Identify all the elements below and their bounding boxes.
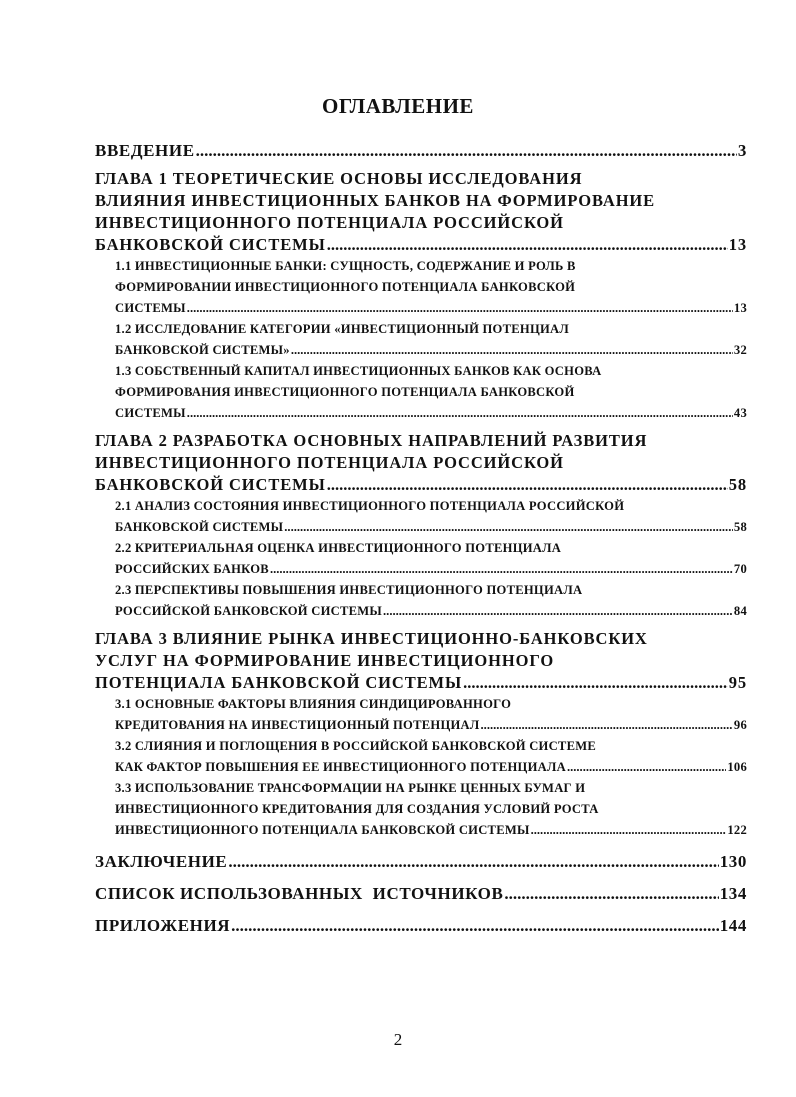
toc-chapter-1[interactable] xyxy=(95,168,747,256)
toc-page-number: 130 xyxy=(719,852,747,871)
dot-leader xyxy=(284,517,733,538)
dot-leader xyxy=(383,601,733,622)
toc-page-number: 13 xyxy=(728,235,747,254)
toc-text-line: ИНВЕСТИЦИОННОГО ПОТЕНЦИАЛА РОССИЙСКОЙ xyxy=(95,213,564,232)
toc-entry-appendix[interactable] xyxy=(95,915,747,937)
toc-section-1-1[interactable] xyxy=(95,256,747,319)
toc-text-line: РОССИЙСКИХ БАНКОВ xyxy=(115,562,269,576)
toc-section-3-2[interactable] xyxy=(95,736,747,778)
toc-text-line: БАНКОВСКОЙ СИСТЕМЫ xyxy=(95,475,326,494)
dot-leader xyxy=(327,234,728,256)
toc-text-line: 3.3 ИСПОЛЬЗОВАНИЕ ТРАНСФОРМАЦИИ НА РЫНКЕ ЦЕННЫХ БУМАГ И xyxy=(115,781,586,795)
toc-text-line: 3.1 ОСНОВНЫЕ ФАКТОРЫ ВЛИЯНИЯ СИНДИЦИРОВАННОГО xyxy=(115,697,512,711)
dot-leader xyxy=(228,851,718,873)
toc-text-line: БАНКОВСКОЙ СИСТЕМЫ» xyxy=(115,343,290,357)
toc-text-line: ПОТЕНЦИАЛА БАНКОВСКОЙ СИСТЕМЫ xyxy=(95,673,463,692)
toc-entry-label: ПРИЛОЖЕНИЯ xyxy=(95,916,231,935)
toc-entry-label: ЗАКЛЮЧЕНИЕ xyxy=(95,852,228,871)
toc-text-line: БАНКОВСКОЙ СИСТЕМЫ xyxy=(95,235,326,254)
toc-text-line: 3.2 СЛИЯНИЯ И ПОГЛОЩЕНИЯ В РОССИЙСКОЙ БАНКОВСКОЙ СИСТЕМЕ xyxy=(115,739,597,753)
toc-section-2-1[interactable] xyxy=(95,496,747,538)
dot-leader xyxy=(481,715,733,736)
toc-text-line: ГЛАВА 2 РАЗРАБОТКА ОСНОВНЫХ НАПРАВЛЕНИЙ РАЗВИТИЯ xyxy=(95,431,648,450)
toc-entry-conclusion[interactable] xyxy=(95,851,747,873)
toc-chapter-2[interactable] xyxy=(95,430,747,496)
toc-text-line: ИНВЕСТИЦИОННОГО КРЕДИТОВАНИЯ ДЛЯ СОЗДАНИЯ УСЛОВИЙ РОСТА xyxy=(115,802,599,816)
toc-entry-sources[interactable] xyxy=(95,883,747,905)
toc-chapter-3[interactable] xyxy=(95,628,747,694)
toc-section-2-2[interactable] xyxy=(95,538,747,580)
toc-text-line: 2.3 ПЕРСПЕКТИВЫ ПОВЫШЕНИЯ ИНВЕСТИЦИОННОГО ПОТЕНЦИАЛА xyxy=(115,583,583,597)
toc-text-line: ГЛАВА 1 ТЕОРЕТИЧЕСКИЕ ОСНОВЫ ИССЛЕДОВАНИЯ xyxy=(95,169,583,188)
dot-leader xyxy=(187,403,733,424)
dot-leader xyxy=(231,915,719,937)
toc-text-line: 1.3 СОБСТВЕННЫЙ КАПИТАЛ ИНВЕСТИЦИОННЫХ БАНКОВ КАК ОСНОВА xyxy=(115,364,602,378)
dot-leader xyxy=(196,140,737,162)
toc-page-number: 106 xyxy=(727,760,747,774)
toc-page-number: 144 xyxy=(719,916,747,935)
table-of-contents xyxy=(95,140,747,937)
dot-leader xyxy=(567,757,726,778)
toc-text-line: ИНВЕСТИЦИОННОГО ПОТЕНЦИАЛА БАНКОВСКОЙ СИСТЕМЫ xyxy=(115,823,530,837)
toc-page-number: 122 xyxy=(727,823,747,837)
toc-text-line: КАК ФАКТОР ПОВЫШЕНИЯ ЕЕ ИНВЕСТИЦИОННОГО ПОТЕНЦИАЛА xyxy=(115,760,566,774)
toc-text-line: СИСТЕМЫ xyxy=(115,406,186,420)
toc-text-line: 2.1 АНАЛИЗ СОСТОЯНИЯ ИНВЕСТИЦИОННОГО ПОТЕНЦИАЛА РОССИЙСКОЙ xyxy=(115,499,625,513)
toc-page-number: 134 xyxy=(719,884,747,903)
toc-text-line: СИСТЕМЫ xyxy=(115,301,186,315)
toc-page-number: 13 xyxy=(733,301,747,315)
toc-page-number: 70 xyxy=(733,562,747,576)
toc-entry-label: ВВЕДЕНИЕ xyxy=(95,141,195,160)
dot-leader xyxy=(187,298,733,319)
toc-text-line: ГЛАВА 3 ВЛИЯНИЕ РЫНКА ИНВЕСТИЦИОННО-БАНКОВСКИХ xyxy=(95,629,648,648)
dot-leader xyxy=(531,820,727,841)
page-title: ОГЛАВЛЕНИЕ xyxy=(322,94,474,118)
toc-page-number: 32 xyxy=(733,343,747,357)
dot-leader xyxy=(327,474,728,496)
toc-page-number: 95 xyxy=(728,673,747,692)
toc-text-line: ФОРМИРОВАНИЯ ИНВЕСТИЦИОННОГО ПОТЕНЦИАЛА БАНКОВСКОЙ xyxy=(115,385,575,399)
toc-text-line: ФОРМИРОВАНИИ ИНВЕСТИЦИОННОГО ПОТЕНЦИАЛА БАНКОВСКОЙ xyxy=(115,280,576,294)
toc-section-3-1[interactable] xyxy=(95,694,747,736)
toc-text-line: 2.2 КРИТЕРИАЛЬНАЯ ОЦЕНКА ИНВЕСТИЦИОННОГО ПОТЕНЦИАЛА xyxy=(115,541,562,555)
toc-page-number: 58 xyxy=(728,475,747,494)
page-number: 2 xyxy=(393,1030,403,1049)
toc-text-line: 1.2 ИССЛЕДОВАНИЕ КАТЕГОРИИ «ИНВЕСТИЦИОННЫЙ ПОТЕНЦИАЛ xyxy=(115,322,570,336)
toc-page-number: 96 xyxy=(733,718,747,732)
toc-text-line: ВЛИЯНИЯ ИНВЕСТИЦИОННЫХ БАНКОВ НА ФОРМИРОВАНИЕ xyxy=(95,191,656,210)
toc-text-line: БАНКОВСКОЙ СИСТЕМЫ xyxy=(115,520,284,534)
dot-leader xyxy=(504,883,718,905)
dot-leader xyxy=(291,340,733,361)
toc-text-line: 1.1 ИНВЕСТИЦИОННЫЕ БАНКИ: СУЩНОСТЬ, СОДЕРЖАНИЕ И РОЛЬ В xyxy=(115,259,576,273)
toc-text-line: РОССИЙСКОЙ БАНКОВСКОЙ СИСТЕМЫ xyxy=(115,604,383,618)
toc-text-line: КРЕДИТОВАНИЯ НА ИНВЕСТИЦИОННЫЙ ПОТЕНЦИАЛ xyxy=(115,718,480,732)
dot-leader xyxy=(270,559,733,580)
toc-page-number: 3 xyxy=(737,141,747,160)
toc-section-2-3[interactable] xyxy=(95,580,747,622)
toc-page-number: 58 xyxy=(733,520,747,534)
toc-section-1-3[interactable] xyxy=(95,361,747,424)
toc-entry-label: СПИСОК ИСПОЛЬЗОВАННЫХ ИСТОЧНИКОВ xyxy=(95,884,504,903)
toc-page-number: 84 xyxy=(733,604,747,618)
toc-text-line: ИНВЕСТИЦИОННОГО ПОТЕНЦИАЛА РОССИЙСКОЙ xyxy=(95,453,564,472)
toc-text-line: УСЛУГ НА ФОРМИРОВАНИЕ ИНВЕСТИЦИОННОГО xyxy=(95,651,555,670)
dot-leader xyxy=(463,672,728,694)
toc-entry-intro[interactable] xyxy=(95,140,747,162)
toc-section-3-3[interactable] xyxy=(95,778,747,841)
toc-section-1-2[interactable] xyxy=(95,319,747,361)
toc-page-number: 43 xyxy=(733,406,747,420)
